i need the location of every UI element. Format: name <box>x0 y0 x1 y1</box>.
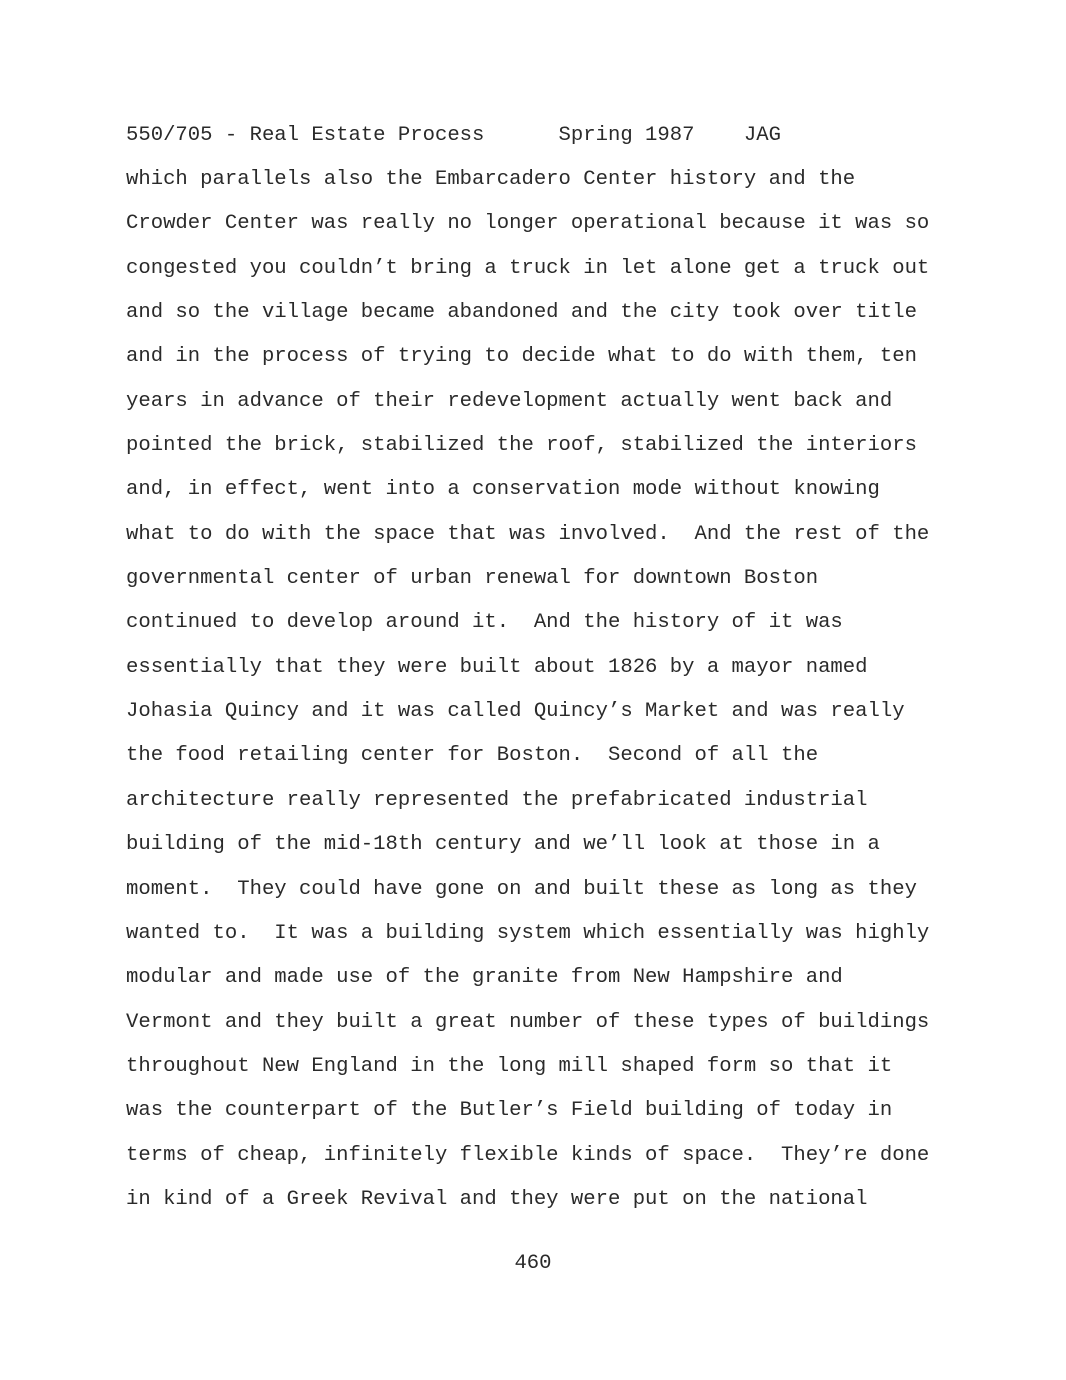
text-line: moment. They could have gone on and built these as long as they <box>126 877 917 901</box>
text-line: was the counterpart of the Butler’s Field building of today in <box>126 1099 893 1123</box>
body-text <box>126 167 929 1231</box>
text-line: in kind of a Greek Revival and they were put on the national <box>126 1187 868 1211</box>
text-line: essentially that they were built about 1826 by a mayor named <box>126 655 868 679</box>
text-line: continued to develop around it. And the history of it was <box>126 611 843 635</box>
text-line: Johasia Quincy and it was called Quincy’s Market and was really <box>126 700 905 724</box>
text-line: governmental center of urban renewal for downtown Boston <box>126 567 819 591</box>
text-line: building of the mid-18th century and we’ll look at those in a <box>126 833 880 857</box>
text-line: which parallels also the Embarcadero Center history and the <box>126 168 856 191</box>
page-header: 550/705 - Real Estate Process Spring 1987 JAG <box>126 124 781 147</box>
text-line: Vermont and they built a great number of these types of buildings <box>126 1010 930 1034</box>
text-line: what to do with the space that was involved. And the rest of the <box>126 522 930 546</box>
text-line: architecture really represented the prefabricated industrial <box>126 788 868 812</box>
text-line: and so the village became abandoned and the city took over title <box>126 301 917 325</box>
text-line: Crowder Center was really no longer operational because it was so <box>126 212 930 236</box>
text-line: modular and made use of the granite from New Hampshire and <box>126 966 843 990</box>
text-line: pointed the brick, stabilized the roof, stabilized the interiors <box>126 434 917 458</box>
text-line: the food retailing center for Boston. Second of all the <box>126 744 819 768</box>
text-line: wanted to. It was a building system which essentially was highly <box>126 921 930 945</box>
page-number: 460 <box>514 1252 552 1275</box>
text-line: terms of cheap, infinitely flexible kinds of space. They’re done <box>126 1143 930 1167</box>
text-line: congested you couldn’t bring a truck in let alone get a truck out <box>126 256 930 280</box>
text-line: throughout New England in the long mill shaped form so that it <box>126 1054 893 1078</box>
text-line: years in advance of their redevelopment actually went back and <box>126 389 893 413</box>
text-line: and in the process of trying to decide what to do with them, ten <box>126 345 917 369</box>
text-line: and, in effect, went into a conservation mode without knowing <box>126 478 880 502</box>
